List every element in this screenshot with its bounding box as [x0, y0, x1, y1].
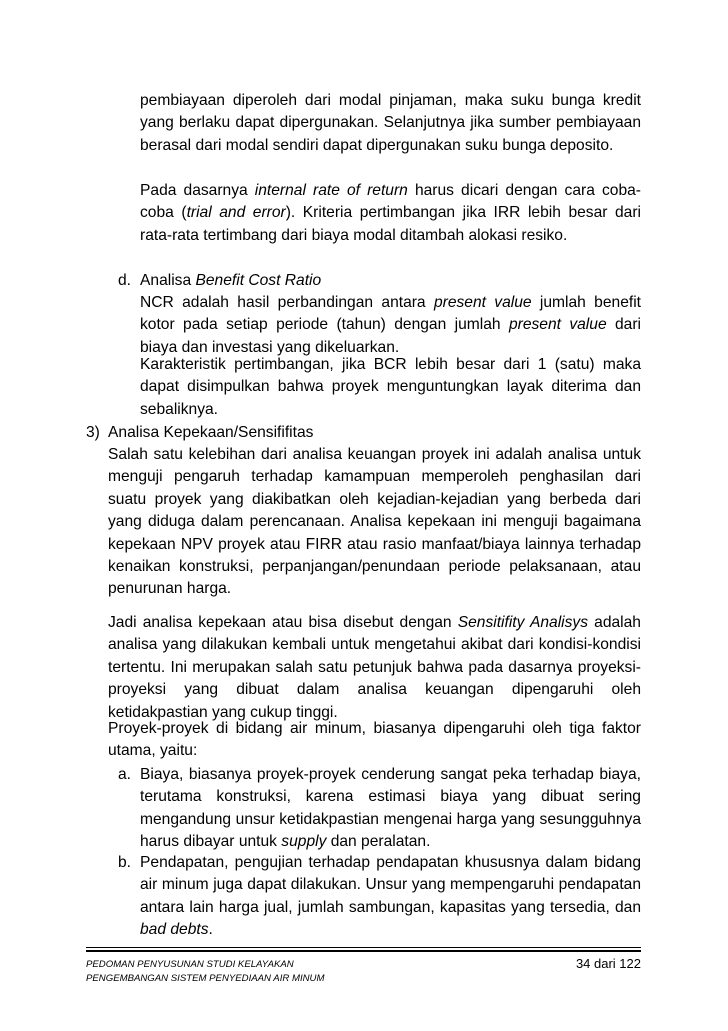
paragraph-irr-trial: [140, 180, 641, 247]
paragraph-cost-factor: [140, 764, 641, 854]
italic-term: Benefit Cost Ratio: [195, 272, 322, 289]
footer-rule-thin: [86, 947, 641, 948]
text-run: NCR adalah hasil perbandingan antara: [140, 294, 434, 311]
section-heading-sensitivity: Analisa Kepekaan/Sensififitas: [108, 424, 314, 441]
text-run: dari biaya dan investasi yang dikeluarkan.: [140, 316, 641, 356]
paragraph-revenue-factor: [140, 852, 641, 942]
text-run: Pada dasarnya: [140, 182, 255, 199]
text-run: Pendapatan, pengujian terhadap pendapatan khususnya dalam bidang air minum juga dapat dilakukan. Unsur yang mempengaruhi pendapatan antara lain harga jual, jumlah sambungan, kapasitas yang tersedia, dan: [140, 854, 641, 916]
text-run: Biaya, biasanya proyek-proyek cenderung sangat peka terhadap biaya, terutama konstruksi, karena estimasi biaya yang dibuat sering mengandung unsur ketidakpastian mengenai harga yang sesungguhnya harus dibayar untuk: [140, 766, 641, 851]
italic-term: trial and error: [186, 204, 286, 222]
page-number: 34 dari 122: [575, 956, 641, 971]
text-run: adalah analisa yang dilakukan kembali untuk mengetahui akibat dari kondisi-kondisi tertentu. Ini merupakan salah satu petunjuk bahwa pada dasarnya proyeksi-proyeksi yang dibuat dalam analisa keuangan dipengaruhi oleh ketidakpastian yang cukup tinggi.: [108, 614, 641, 721]
footer-rule-thick: [86, 950, 641, 952]
paragraph-irr-interest: [140, 90, 641, 157]
italic-term: internal rate of return: [254, 182, 408, 199]
italic-term: supply: [281, 833, 327, 851]
text-run: .: [208, 921, 213, 939]
paragraph-text: pembiayaan diperoleh dari modal pinjaman, maka suku bunga kredit yang berlaku dapat dipergunakan. Selanjutnya jika sumber pembiayaan berasal dari modal sendiri dapat dipergunakan suku bunga deposito.: [140, 92, 641, 154]
list-label-a: a.: [118, 766, 132, 783]
paragraph-sensitivity-intro: [108, 444, 641, 601]
paragraph-three-factors: [108, 718, 641, 763]
paragraph-text: Salah satu kelebihan dari analisa keuangan proyek ini adalah analisa untuk menguji pengaruh terhadap kamampuan memperoleh penghasilan dari suatu proyek yang diakibatkan oleh kejadian-kejadian yang berbeda dari yang diduga dalam perencanaan. Analisa kepekaan ini menguji bagaimana kepekaan NPV proyek atau FIRR atau rasio manfaat/biaya lainnya terhadap kenaikan konstruksi, perpanjangan/penundaan periode pelaksanaan, atau penurunan harga.: [108, 446, 641, 598]
section-heading-bcr: [140, 270, 321, 292]
paragraph-ncr: [140, 292, 641, 359]
text-run: harus dicari dengan cara coba-coba (: [140, 182, 641, 222]
paragraph-text: Proyek-proyek di bidang air minum, biasanya dipengaruhi oleh tiga faktor utama, yaitu:: [108, 720, 641, 760]
text-run: jumlah benefit kotor pada setiap periode (tahun) dengan jumlah: [140, 294, 641, 334]
text-run: Analisa: [140, 272, 196, 289]
list-label-d: d.: [118, 272, 132, 289]
footer-title-line2: PENGEMBANGAN SISTEM PENYEDIAAN AIR MINUM: [86, 973, 325, 984]
text-run: dan peralatan.: [326, 833, 431, 851]
footer-title-line1: PEDOMAN PENYUSUNAN STUDI KELAYAKAN: [86, 959, 294, 970]
italic-term: present value: [508, 316, 607, 334]
text-run: ). Kriteria pertimbangan jika IRR lebih besar dari rata-rata tertimbang dari biaya modal ditambah alokasi resiko.: [140, 204, 641, 244]
paragraph-text: Karakteristik pertimbangan, jika BCR lebih besar dari 1 (satu) maka dapat disimpulkan bahwa proyek menguntungkan layak diterima dan sebaliknya.: [140, 356, 641, 418]
paragraph-bcr-criteria: [140, 354, 641, 421]
italic-term: present value: [433, 294, 532, 311]
paragraph-sensitivity-definition: [108, 612, 641, 724]
italic-term: Sensitifity Analisys: [457, 614, 589, 631]
text-run: Jadi analisa kepekaan atau bisa disebut dengan: [108, 614, 458, 631]
list-label-b: b.: [118, 854, 132, 871]
list-label-3: 3): [86, 424, 100, 441]
italic-term: bad debts: [140, 921, 209, 939]
